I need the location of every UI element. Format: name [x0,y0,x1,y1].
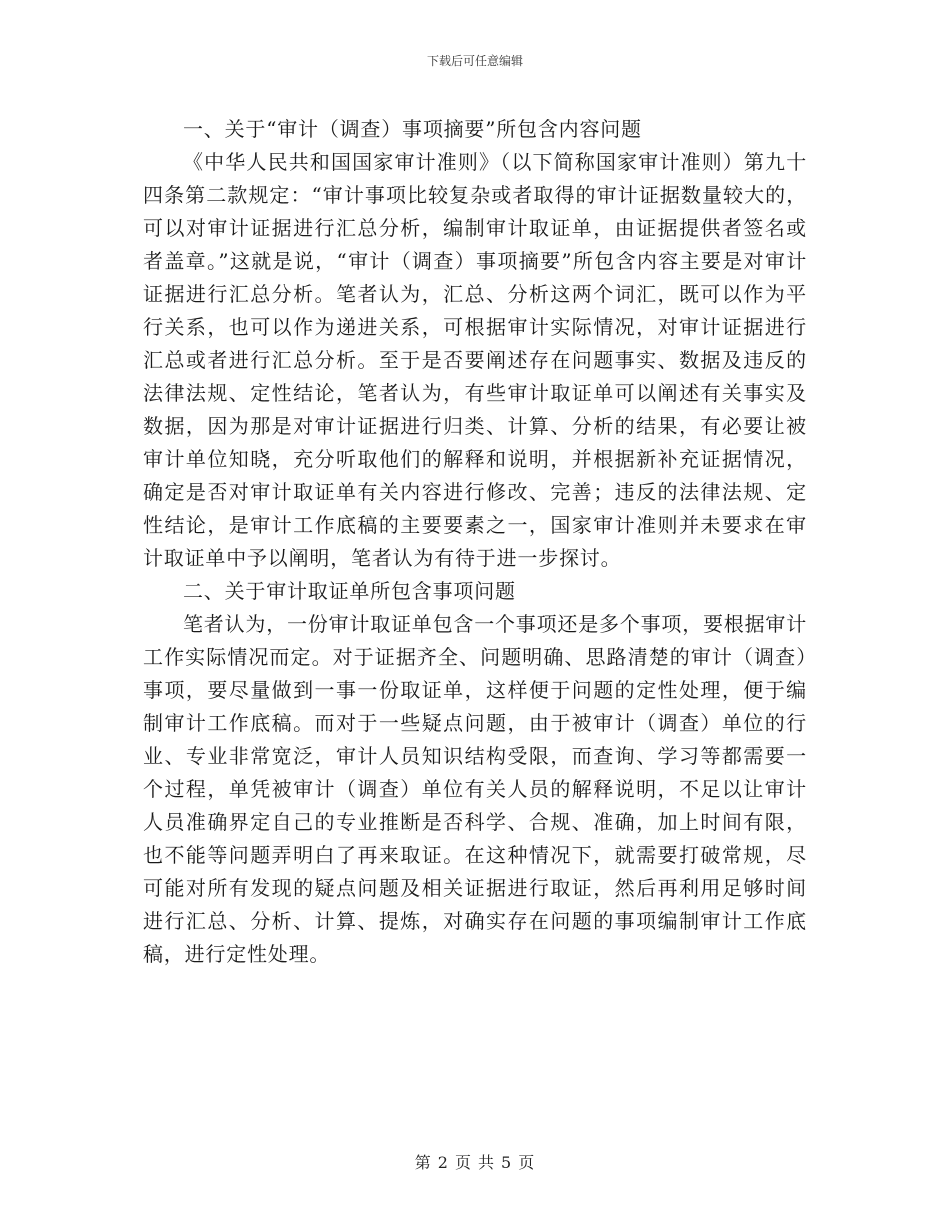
page-footer [0,1150,950,1173]
footer-suffix: 页 [518,1153,536,1172]
body-paragraph-2: 笔者认为，一份审计取证单包含一个事项还是多个事项，要根据审计工作实际情况而定。对于证据齐全、问题明确、思路清楚的审计（调查）事项，要尽量做到一事一份取证单，这样便于问题的定性处理，便于编制审计工作底稿。而对于一些疑点问题，由于被审计（调查）单位的行业、专业非常宽泛，审计人员知识结构受限，而查询、学习等都需要一个过程，单凭被审计（调查）单位有关人员的解释说明，不足以让审计人员准确界定自己的专业推断是否科学、合规、准确，加上时间有限，也不能等问题弄明白了再来取证。在这种情况下，就需要打破常规，尽可能对所有发现的疑点问题及相关证据进行取证，然后再利用足够时间进行汇总、分析、计算、提炼，对确实存在问题的事项编制审计工作底稿，进行定性处理。 [143,612,807,966]
page-header: 下载后可任意编辑 [426,54,523,68]
section-heading-2: 二、关于审计取证单所包含事项问题 [183,579,516,603]
footer-prefix: 第 [414,1153,432,1172]
document-body [143,113,807,971]
footer-mid: 页 共 [454,1153,496,1172]
body-paragraph-1: 《中华人民共和国国家审计准则》（以下简称国家审计准则）第九十四条第二款规定：“审计事项比较复杂或者取得的审计证据数量较大的，可以对审计证据进行汇总分析，编制审计取证单，由证据提供者签名或者盖章。”这就是说，“审计（调查）事项摘要”所包含内容主要是对审计证据进行汇总分析。笔者认为，汇总、分析这两个词汇，既可以作为平行关系，也可以作为递进关系，可根据审计实际情况，对审计证据进行汇总或者进行汇总分析。至于是否要阐述存在问题事实、数据及违反的法律法规、定性结论，笔者认为，有些审计取证单可以阐述有关事实及数据，因为那是对审计证据进行归类、计算、分析的结果，有必要让被审计单位知晓，充分听取他们的解释和说明，并根据新补充证据情况，确定是否对审计取证单有关内容进行修改、完善；违反的法律法规、定性结论，是审计工作底稿的主要要素之一，国家审计准则并未要求在审计取证单中予以阐明，笔者认为有待于进一步探讨。 [143,150,807,570]
section-heading-1: 一、关于“审计（调查）事项摘要”所包含内容问题 [183,117,642,141]
total-page-number: 5 [501,1153,513,1172]
current-page-number: 2 [437,1153,449,1172]
